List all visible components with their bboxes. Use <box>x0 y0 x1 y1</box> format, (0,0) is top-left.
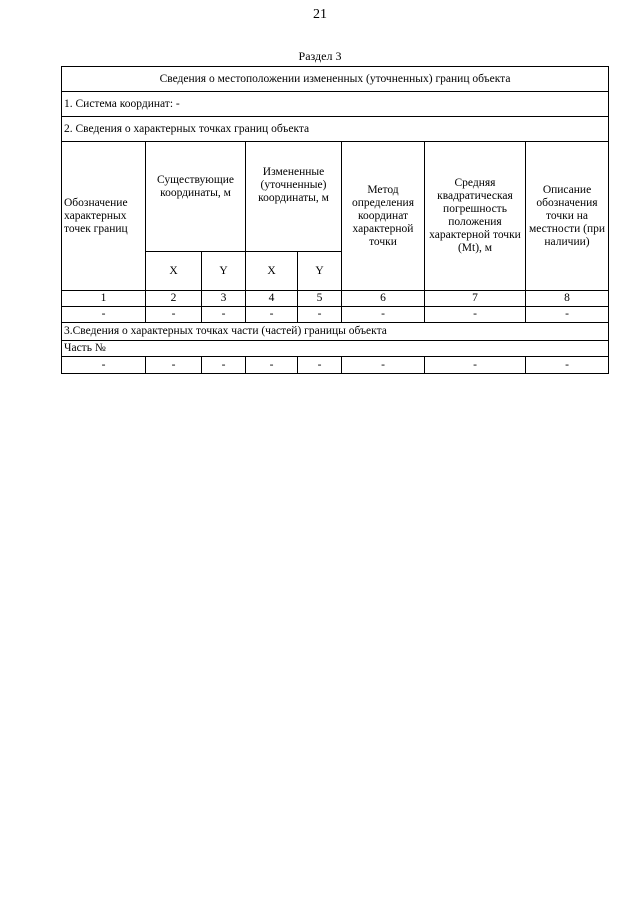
table-title: Сведения о местоположении измененных (уточненных) границ объекта <box>62 67 609 92</box>
table-cell: - <box>62 357 146 374</box>
column-number: 5 <box>298 291 342 307</box>
column-number: 4 <box>246 291 298 307</box>
table-cell: - <box>342 307 425 323</box>
page-number: 21 <box>313 7 327 22</box>
table-cell: - <box>202 357 246 374</box>
column-number: 1 <box>62 291 146 307</box>
header-method: Метод определения координат характерной точки <box>342 142 425 291</box>
column-number: 7 <box>425 291 526 307</box>
table-cell: - <box>202 307 246 323</box>
header-existing-coordinates: Существующие координаты, м <box>146 142 246 252</box>
table-cell: - <box>342 357 425 374</box>
part-label: Часть № <box>62 341 609 357</box>
boundary-table <box>61 66 609 374</box>
table-cell: - <box>62 307 146 323</box>
table-cell: - <box>246 357 298 374</box>
header-designation: Обозначение характерных точек границ <box>62 142 146 291</box>
header-changed-y: Y <box>298 252 342 291</box>
table-cell: - <box>425 307 526 323</box>
table-cell: - <box>298 307 342 323</box>
header-changed-coordinates: Измененные (уточненные) координаты, м <box>246 142 342 252</box>
table-row <box>62 307 609 323</box>
header-existing-y: Y <box>202 252 246 291</box>
table-cell: - <box>526 357 609 374</box>
table-cell: - <box>526 307 609 323</box>
parts-heading: 3.Сведения о характерных точках части (частей) границы объекта <box>62 323 609 341</box>
header-description: Описание обозначения точки на местности (при наличии) <box>526 142 609 291</box>
column-number: 8 <box>526 291 609 307</box>
table-cell: - <box>298 357 342 374</box>
coordinate-system-row: 1. Система координат: - <box>62 92 609 117</box>
table-cell: - <box>425 357 526 374</box>
header-error: Средняя квадратическая погрешность положения характерной точки (Mt), м <box>425 142 526 291</box>
points-heading: 2. Сведения о характерных точках границ объекта <box>62 117 609 142</box>
table-cell: - <box>146 307 202 323</box>
column-number-row <box>62 291 609 307</box>
header-changed-x: X <box>246 252 298 291</box>
column-number: 6 <box>342 291 425 307</box>
column-number: 3 <box>202 291 246 307</box>
column-number: 2 <box>146 291 202 307</box>
header-existing-x: X <box>146 252 202 291</box>
table-cell: - <box>246 307 298 323</box>
section-label: Раздел 3 <box>298 49 342 63</box>
table-cell: - <box>146 357 202 374</box>
table-row <box>62 357 609 374</box>
